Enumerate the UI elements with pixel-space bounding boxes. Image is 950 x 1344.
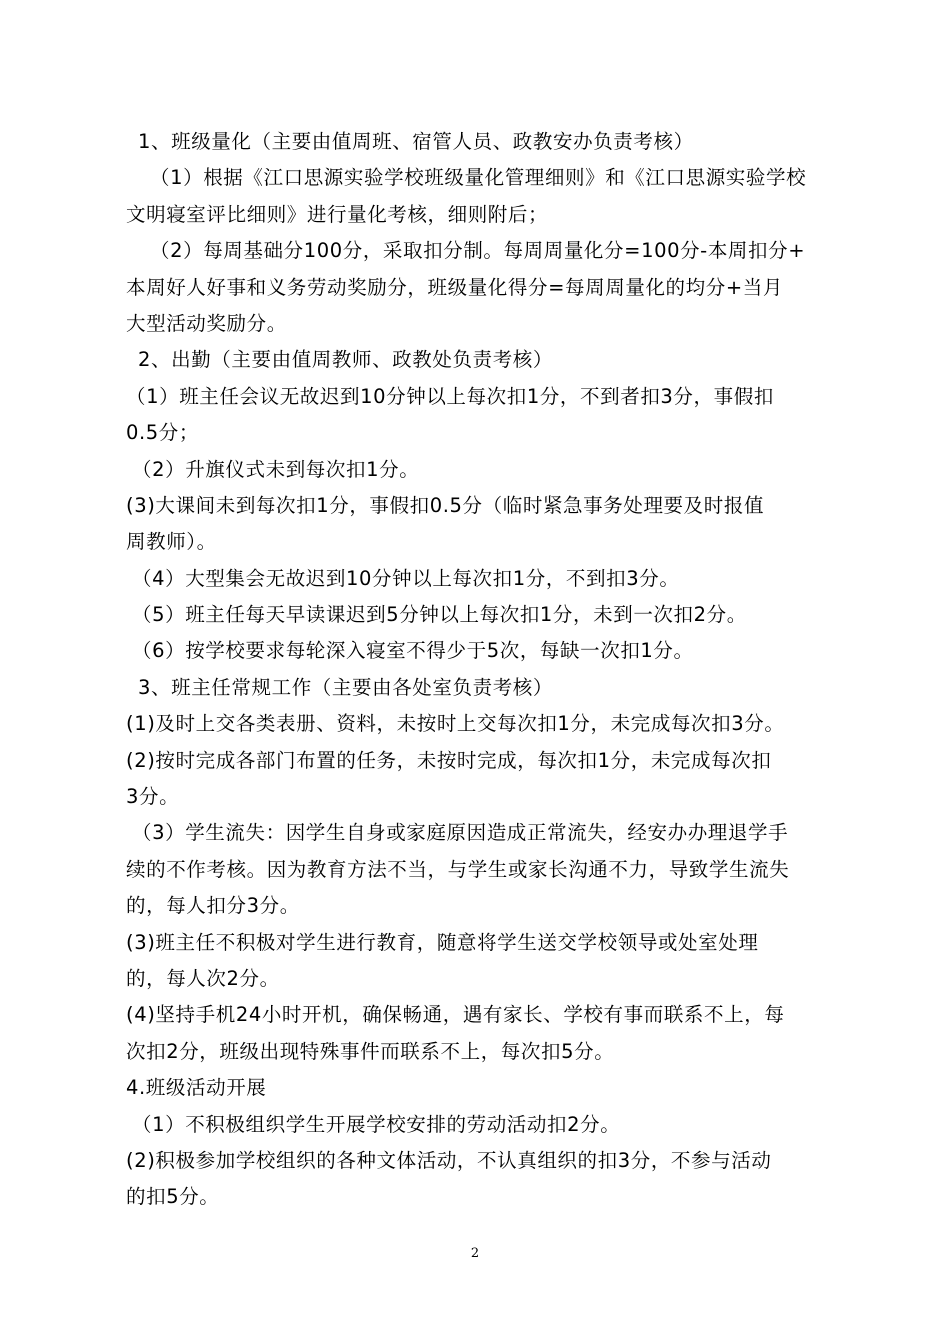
paragraph-line: （5）班主任每天早读课迟到5分钟以上每次扣1分，未到一次扣2分。 bbox=[132, 603, 747, 627]
paragraph-line: （2）每周基础分100分，采取扣分制。每周周量化分=100分-本周扣分+ bbox=[150, 239, 806, 263]
paragraph-line: (3)班主任不积极对学生进行教育，随意将学生送交学校领导或处室处理 bbox=[126, 930, 759, 954]
paragraph-line: (1)及时上交各类表册、资料，未按时上交每次扣1分，未完成每次扣3分。 bbox=[126, 712, 785, 736]
paragraph-line: (2)按时完成各部门布置的任务，未按时完成，每次扣1分，未完成每次扣 bbox=[126, 748, 772, 772]
paragraph-line: （1）根据《江口思源实验学校班级量化管理细则》和《江口思源实验学校 bbox=[150, 166, 807, 190]
paragraph-line: 文明寝室评比细则》进行量化考核，细则附后； bbox=[126, 202, 549, 226]
section-heading-class-activities: 4.班级活动开展 bbox=[126, 1076, 267, 1100]
paragraph-line: 的扣5分。 bbox=[126, 1185, 220, 1209]
paragraph-line: 的，每人次2分。 bbox=[126, 966, 280, 990]
paragraph-line: （2）升旗仪式未到每次扣1分。 bbox=[132, 457, 420, 481]
section-heading-attendance: 2、出勤（主要由值周教师、政教处负责考核） bbox=[138, 348, 554, 372]
paragraph-line: 的，每人扣分3分。 bbox=[126, 894, 300, 918]
paragraph-line: 次扣2分，班级出现特殊事件而联系不上，每次扣5分。 bbox=[126, 1039, 615, 1063]
paragraph-line: 本周好人好事和义务劳动奖励分，班级量化得分=每周周量化的均分+当月 bbox=[126, 275, 783, 299]
paragraph-line: （1）班主任会议无故迟到10分钟以上每次扣1分，不到者扣3分，事假扣 bbox=[126, 384, 774, 408]
paragraph-line: (3)大课间未到每次扣1分，事假扣0.5分（临时紧急事务处理要及时报值 bbox=[126, 493, 765, 517]
paragraph-line: 大型活动奖励分。 bbox=[126, 311, 287, 335]
section-heading-class-quantification: 1、班级量化（主要由值周班、宿管人员、政教安办负责考核） bbox=[138, 130, 694, 153]
paragraph-line: 续的不作考核。因为教育方法不当，与学生或家长沟通不力，导致学生流失 bbox=[126, 857, 790, 881]
paragraph-line: （6）按学校要求每轮深入寝室不得少于5次，每缺一次扣1分。 bbox=[132, 639, 694, 663]
section-heading-routine-work: 3、班主任常规工作（主要由各处室负责考核） bbox=[138, 675, 554, 699]
paragraph-line: 3分。 bbox=[126, 785, 180, 809]
document-body bbox=[126, 124, 846, 1216]
paragraph-line: 周教师）。 bbox=[126, 530, 217, 554]
paragraph-line: （3）学生流失：因学生自身或家庭原因造成正常流失，经安办办理退学手 bbox=[132, 821, 789, 845]
paragraph-line: （1）不积极组织学生开展学校安排的劳动活动扣2分。 bbox=[132, 1112, 621, 1136]
paragraph-line: 0.5分； bbox=[126, 421, 200, 445]
paragraph-line: (4)坚持手机24小时开机，确保畅通，遇有家长、学校有事而联系不上，每 bbox=[126, 1003, 785, 1027]
paragraph-line: (2)积极参加学校组织的各种文体活动，不认真组织的扣3分，不参与活动 bbox=[126, 1148, 772, 1172]
page-number: 2 bbox=[470, 1246, 480, 1261]
paragraph-line: （4）大型集会无故迟到10分钟以上每次扣1分，不到扣3分。 bbox=[132, 566, 680, 590]
